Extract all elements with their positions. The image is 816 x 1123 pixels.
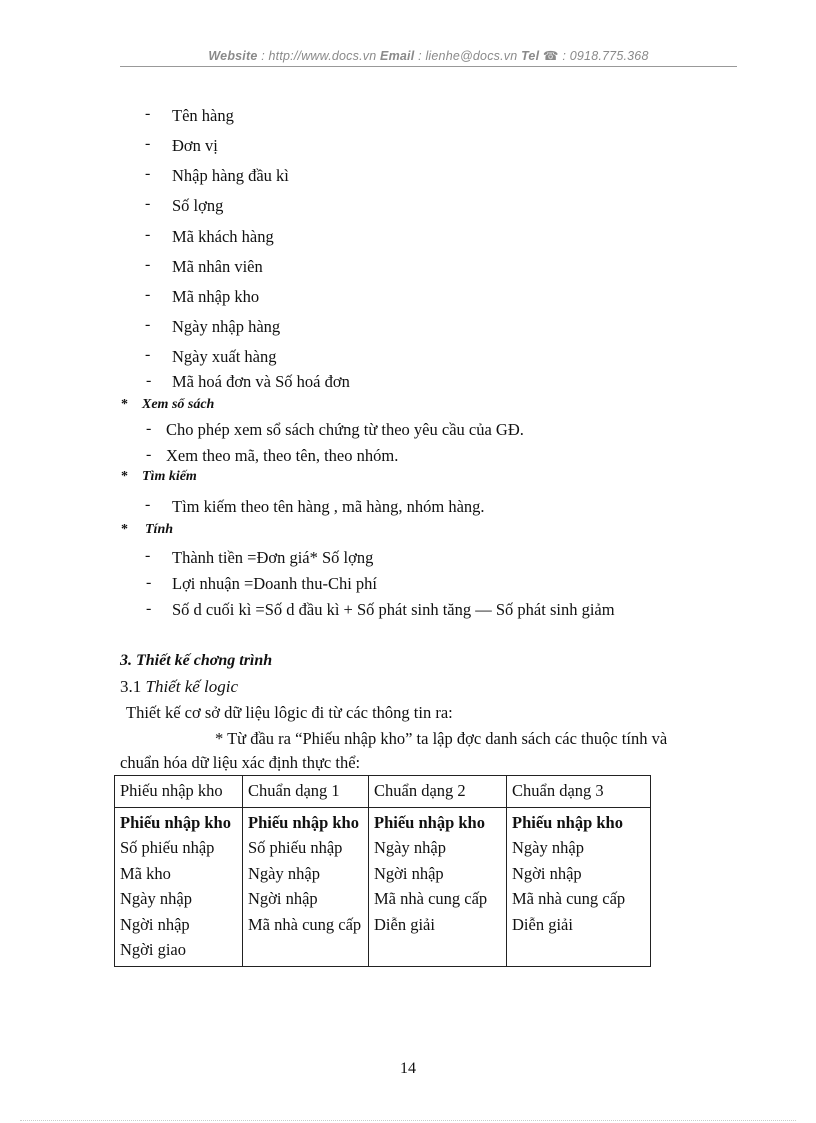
list-item: Đơn vị	[172, 136, 218, 155]
header-tel-label: Tel ☎	[521, 49, 559, 63]
list-item: Số lợng	[172, 196, 224, 215]
cell-value: Ngời nhập	[374, 863, 444, 883]
star-marker: *	[121, 522, 128, 537]
cell-value: Diễn giải	[512, 914, 573, 934]
cell-value: Ngời nhập	[248, 889, 318, 908]
header-divider	[120, 66, 737, 67]
bullet: -	[145, 195, 151, 212]
list-item: Nhập hàng đầu kì	[172, 166, 289, 185]
table-row	[115, 807, 651, 966]
bullet: -	[146, 446, 152, 463]
cell-value: Ngời nhập	[120, 914, 190, 934]
table-header-cell: Chuẩn dạng 2	[369, 776, 507, 808]
list-item: Xem theo mã, theo tên, theo nhóm.	[166, 446, 399, 465]
cell-value: Mã kho	[120, 863, 171, 883]
paragraph: * Từ đầu ra “Phiếu nhập kho” ta lập đợc danh sách các thuộc tính và	[215, 729, 668, 748]
bullet: -	[145, 135, 151, 152]
cell-value: Ngời nhập	[512, 863, 582, 883]
list-item: Mã nhập kho	[172, 287, 260, 306]
section-heading-3-1	[120, 677, 238, 697]
bullet: -	[145, 346, 151, 363]
bullet: -	[145, 316, 151, 333]
paragraph: Thiết kế cơ sở dữ liệu lôgic đi từ các thông tin ra:	[126, 703, 453, 722]
table-cell	[507, 807, 651, 966]
cell-title: Phiếu nhập kho	[120, 812, 231, 832]
header-website-label: Website	[208, 49, 258, 63]
bullet: -	[145, 496, 151, 513]
heading-number: 3.1	[120, 677, 142, 696]
bullet: -	[146, 574, 152, 591]
bullet: -	[145, 226, 151, 243]
list-item: Mã nhân viên	[172, 257, 263, 276]
list-item: Mã hoá đơn và Số hoá đơn	[172, 372, 350, 391]
page-number: 14	[400, 1060, 416, 1077]
heading-title: Thiết kế logic	[145, 677, 239, 696]
cell-value: Mã nhà cung cấp	[374, 889, 488, 908]
bullet: -	[146, 600, 152, 617]
page-header	[120, 48, 737, 63]
table-cell	[369, 807, 507, 966]
section-heading-3: 3. Thiết kế chơng trình	[120, 652, 273, 669]
bullet: -	[145, 256, 151, 273]
cell-value: Ngày nhập	[374, 838, 446, 857]
paragraph: chuẩn hóa dữ liệu xác định thực thể:	[120, 753, 361, 772]
cell-value: Ngày nhập	[248, 863, 320, 883]
cell-value: Mã nhà cung cấp	[248, 914, 362, 934]
cell-value: Số phiếu nhập	[120, 838, 215, 857]
normalization-table	[114, 775, 651, 967]
section-title-tim: Tìm kiếm	[142, 469, 197, 484]
star-marker: *	[121, 397, 128, 412]
bullet: -	[146, 372, 152, 389]
list-item: Cho phép xem sổ sách chứng từ theo yêu cầu của GĐ.	[166, 420, 524, 439]
section-title-xem: Xem sổ sách	[142, 397, 215, 412]
cell-value: Ngày nhập	[512, 838, 584, 857]
list-item: Tìm kiếm theo tên hàng , mã hàng, nhóm hàng.	[172, 497, 485, 516]
bullet: -	[146, 420, 152, 437]
cell-value: Mã nhà cung cấp	[512, 889, 626, 908]
cell-value: Diễn giải	[374, 914, 435, 934]
cell-value: Ngày nhập	[120, 889, 192, 908]
cell-title: Phiếu nhập kho	[512, 812, 623, 832]
list-item: Ngày xuất hàng	[172, 347, 277, 366]
list-item: Số d cuối kì =Số d đầu kì + Số phát sinh tăng — Số phát sinh giảm	[172, 600, 615, 619]
star-marker: *	[121, 469, 128, 484]
footer-dotted-rule	[20, 1120, 796, 1121]
cell-title: Phiếu nhập kho	[248, 812, 359, 832]
bullet: -	[145, 286, 151, 303]
list-item: Lợi nhuận =Doanh thu-Chi phí	[172, 574, 378, 593]
cell-title: Phiếu nhập kho	[374, 812, 485, 832]
header-website-value: : http://www.docs.vn	[261, 49, 377, 63]
list-item: Tên hàng	[172, 106, 234, 125]
list-item: Mã khách hàng	[172, 227, 274, 246]
table-cell	[243, 807, 369, 966]
cell-value: Ngời giao	[120, 940, 187, 959]
section-title-tinh: Tính	[145, 522, 174, 537]
table-header-cell: Phiếu nhập kho	[115, 776, 243, 808]
bullet: -	[145, 165, 151, 182]
header-email-value: : lienhe@docs.vn	[418, 49, 518, 63]
list-item: Thành tiền =Đơn giá* Số lợng	[172, 548, 374, 567]
table-header-cell: Chuẩn dạng 1	[243, 776, 369, 808]
cell-value: Số phiếu nhập	[248, 838, 343, 857]
bullet: -	[145, 105, 151, 122]
table-header-row	[115, 776, 651, 808]
table-header-cell: Chuẩn dạng 3	[507, 776, 651, 808]
header-tel-value: : 0918.775.368	[562, 49, 649, 63]
bullet: -	[145, 547, 151, 564]
list-item: Ngày nhập hàng	[172, 317, 281, 336]
table-cell	[115, 807, 243, 966]
header-email-label: Email	[380, 49, 415, 63]
